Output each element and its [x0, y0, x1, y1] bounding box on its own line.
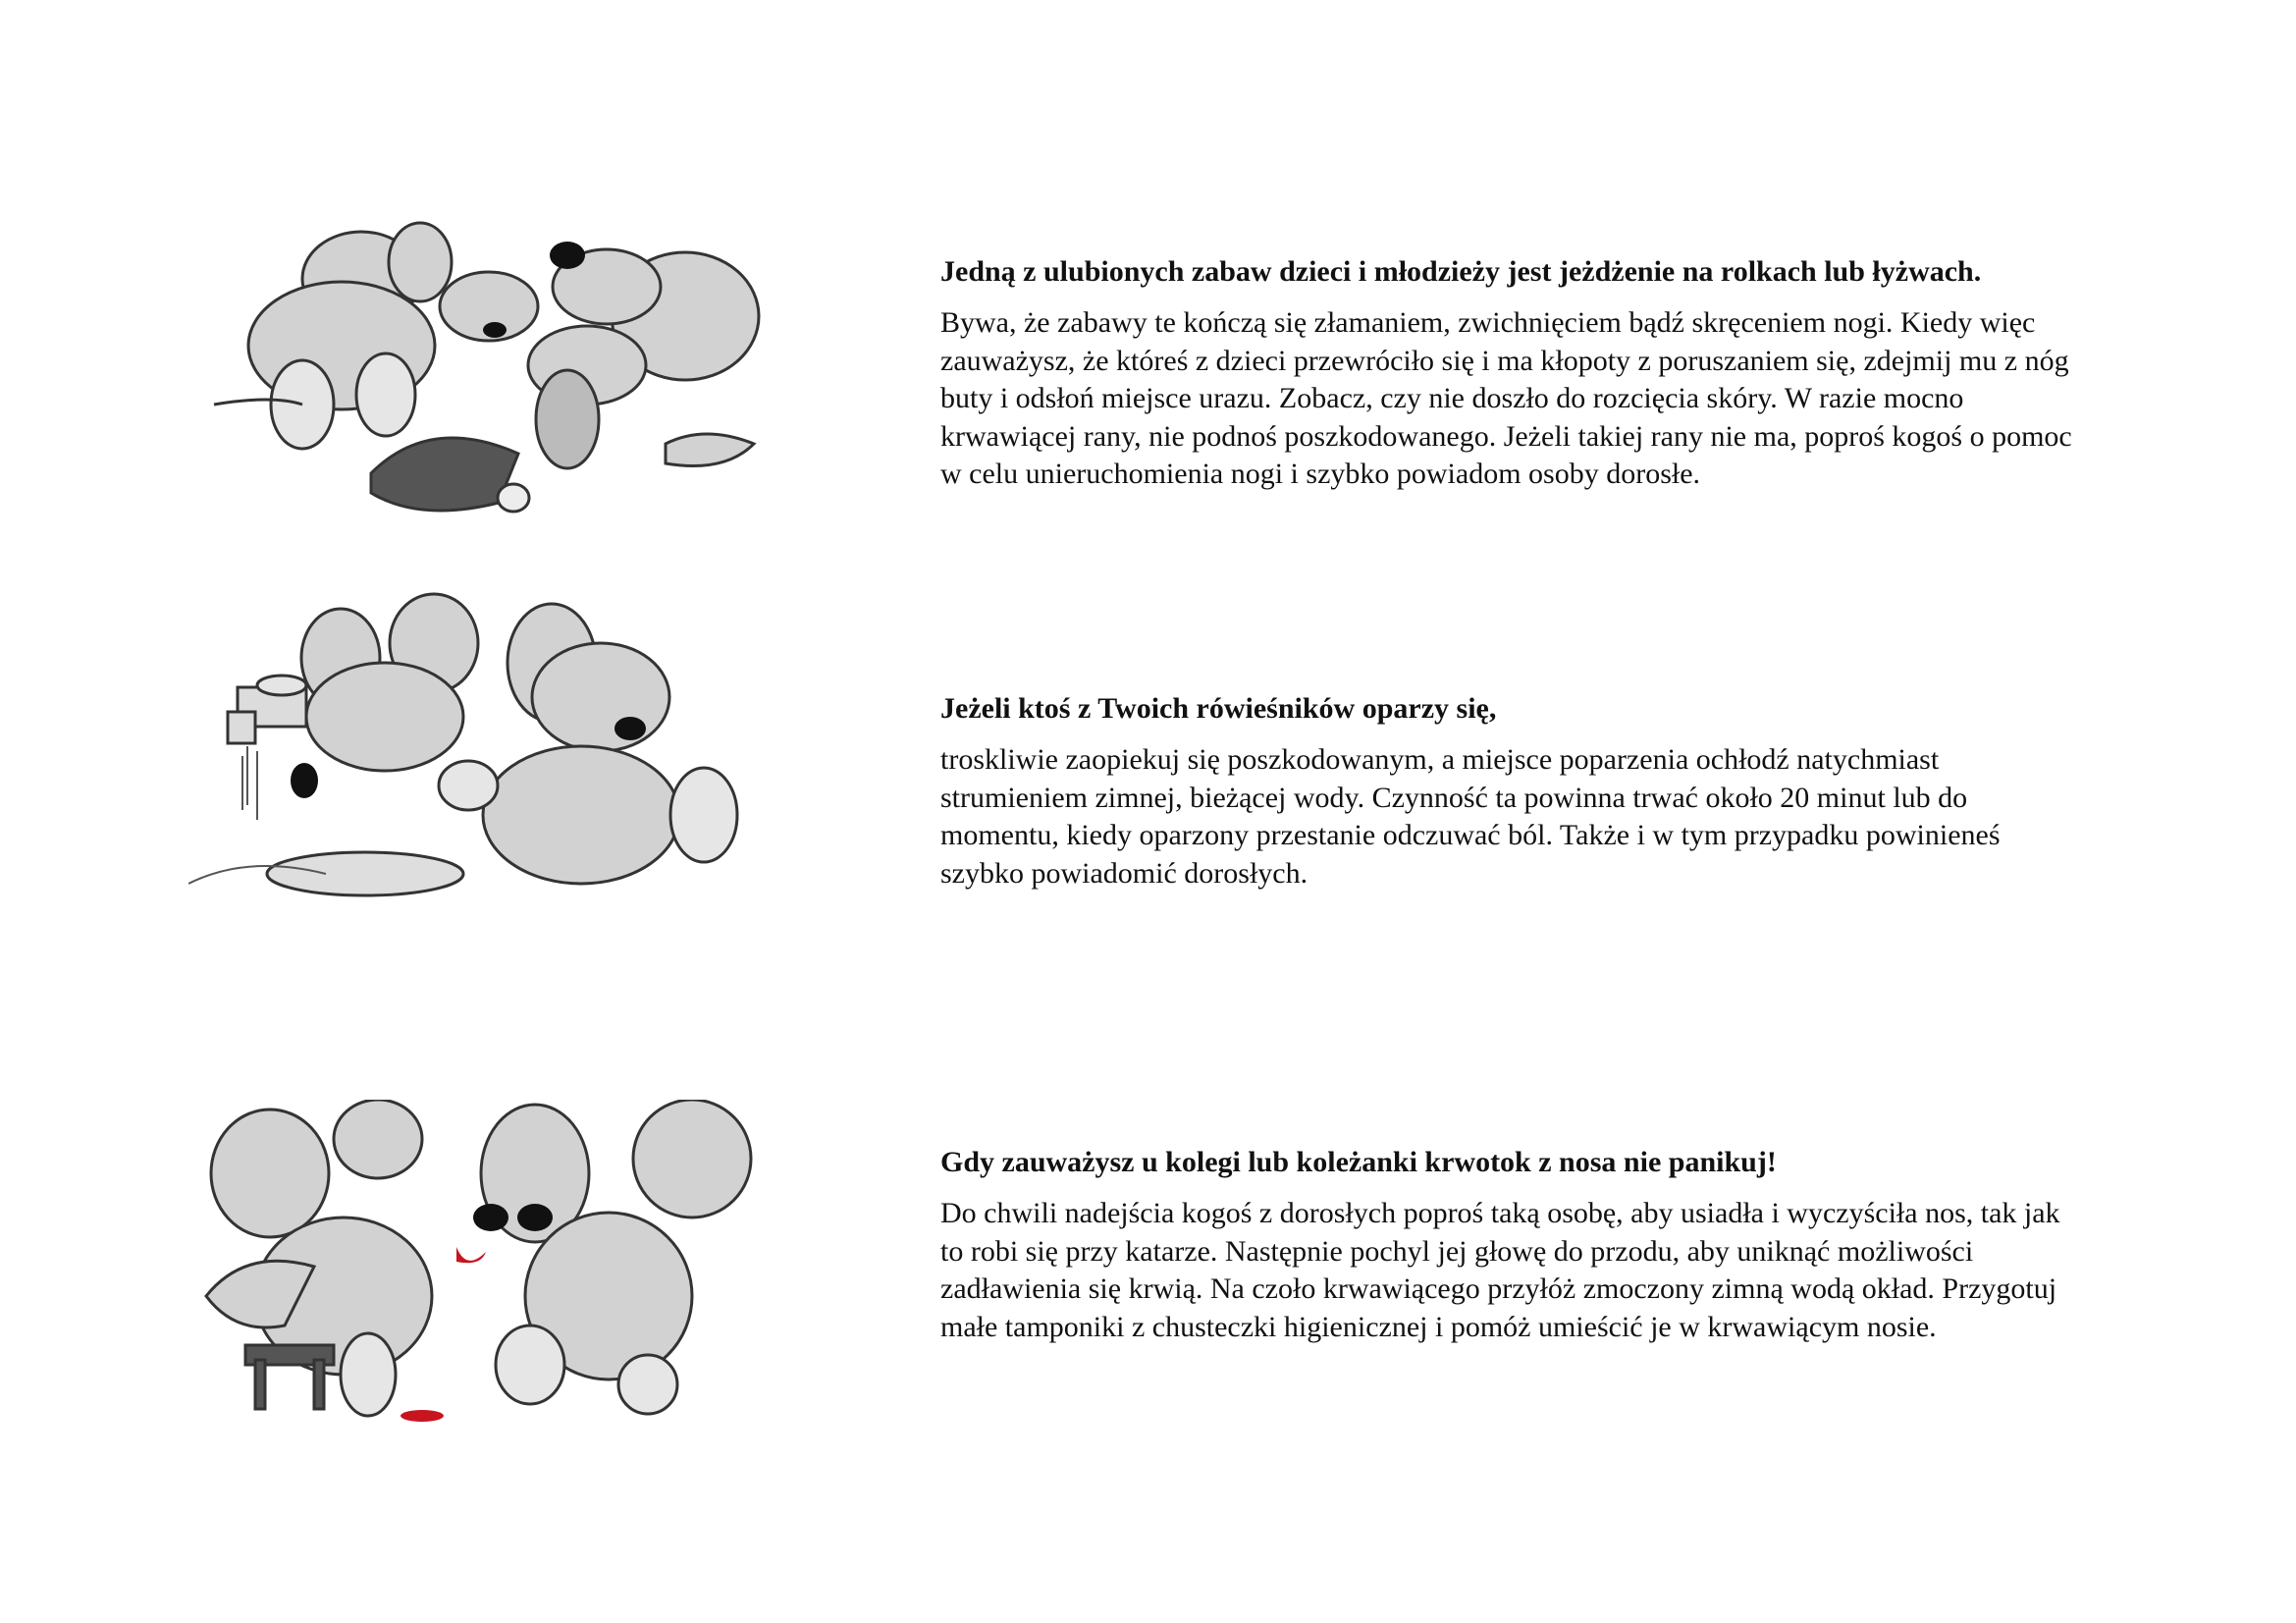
section-burn	[940, 690, 2216, 893]
body-line: szybko powiadomić dorosłych.	[940, 856, 1308, 890]
body-line: troskliwie zaopiekuj się poszkodowanym, a miejsce poparzenia ochłodź natychmiast	[940, 743, 1940, 776]
body-line: Do chwili nadejścia kogoś z dorosłych poproś taką osobę, aby usiadła i wyczyściła nos, tak jak	[940, 1197, 2060, 1229]
section-heading: Jedną z ulubionych zabaw dzieci i młodzieży jest jeżdżenie na rolkach lub łyżwach.	[940, 255, 1982, 288]
section-heading: Gdy zauważysz u kolegi lub koleżanki krwotok z nosa nie panikuj!	[940, 1146, 1777, 1178]
body-line: buty i odsłoń miejsce urazu. Zobacz, czy nie doszło do rozcięcia skóry. W razie mocno	[940, 382, 1964, 414]
body-line: momentu, kiedy oparzony przestanie odczuwać ból. Także i w tym przypadku powinieneś	[940, 819, 2001, 851]
fallen-skater-mice-illustration	[204, 218, 766, 534]
body-line: Bywa, że zabawy te kończą się złamaniem, zwichnięciem bądź skręceniem nogi. Kiedy więc	[940, 306, 2036, 339]
body-line: zauważysz, że któreś z dzieci przewróciło się i ma kłopoty z poruszaniem się, zdejmij mu z nóg	[940, 344, 2069, 377]
illustration-burn-tap	[188, 589, 746, 913]
burn-under-tap-mice-illustration	[188, 589, 746, 913]
nosebleed-mice-illustration	[196, 1100, 758, 1424]
section-skating	[940, 253, 2216, 494]
section-nosebleed	[940, 1144, 2216, 1346]
section-body	[940, 304, 2216, 494]
body-line: strumieniem zimnej, bieżącej wody. Czynność ta powinna trwać około 20 minut lub do	[940, 781, 1968, 814]
section-body	[940, 1195, 2216, 1346]
body-line: w celu unieruchomienia nogi i szybko powiadom osoby dorosłe.	[940, 458, 1701, 490]
body-line: zadławienia się krwią. Na czoło krwawiącego przyłóż zmoczony zimną wodą okład. Przygotuj	[940, 1272, 2057, 1305]
body-line: małe tamponiki z chusteczki higienicznej i pomóż umieścić je w krwawiącym nosie.	[940, 1310, 1937, 1343]
illustration-fallen-skater	[204, 218, 766, 534]
body-line: krwawiącej rany, nie podnoś poszkodowanego. Jeżeli takiej rany nie ma, poproś kogoś o pomoc	[940, 419, 2072, 453]
section-heading: Jeżeli ktoś z Twoich rówieśników oparzy się,	[940, 692, 1497, 725]
section-body	[940, 741, 2216, 893]
body-line: to robi się przy katarze. Następnie pochyl jej głowę do przodu, aby uniknąć możliwości	[940, 1234, 1974, 1268]
illustration-nosebleed	[196, 1100, 758, 1424]
